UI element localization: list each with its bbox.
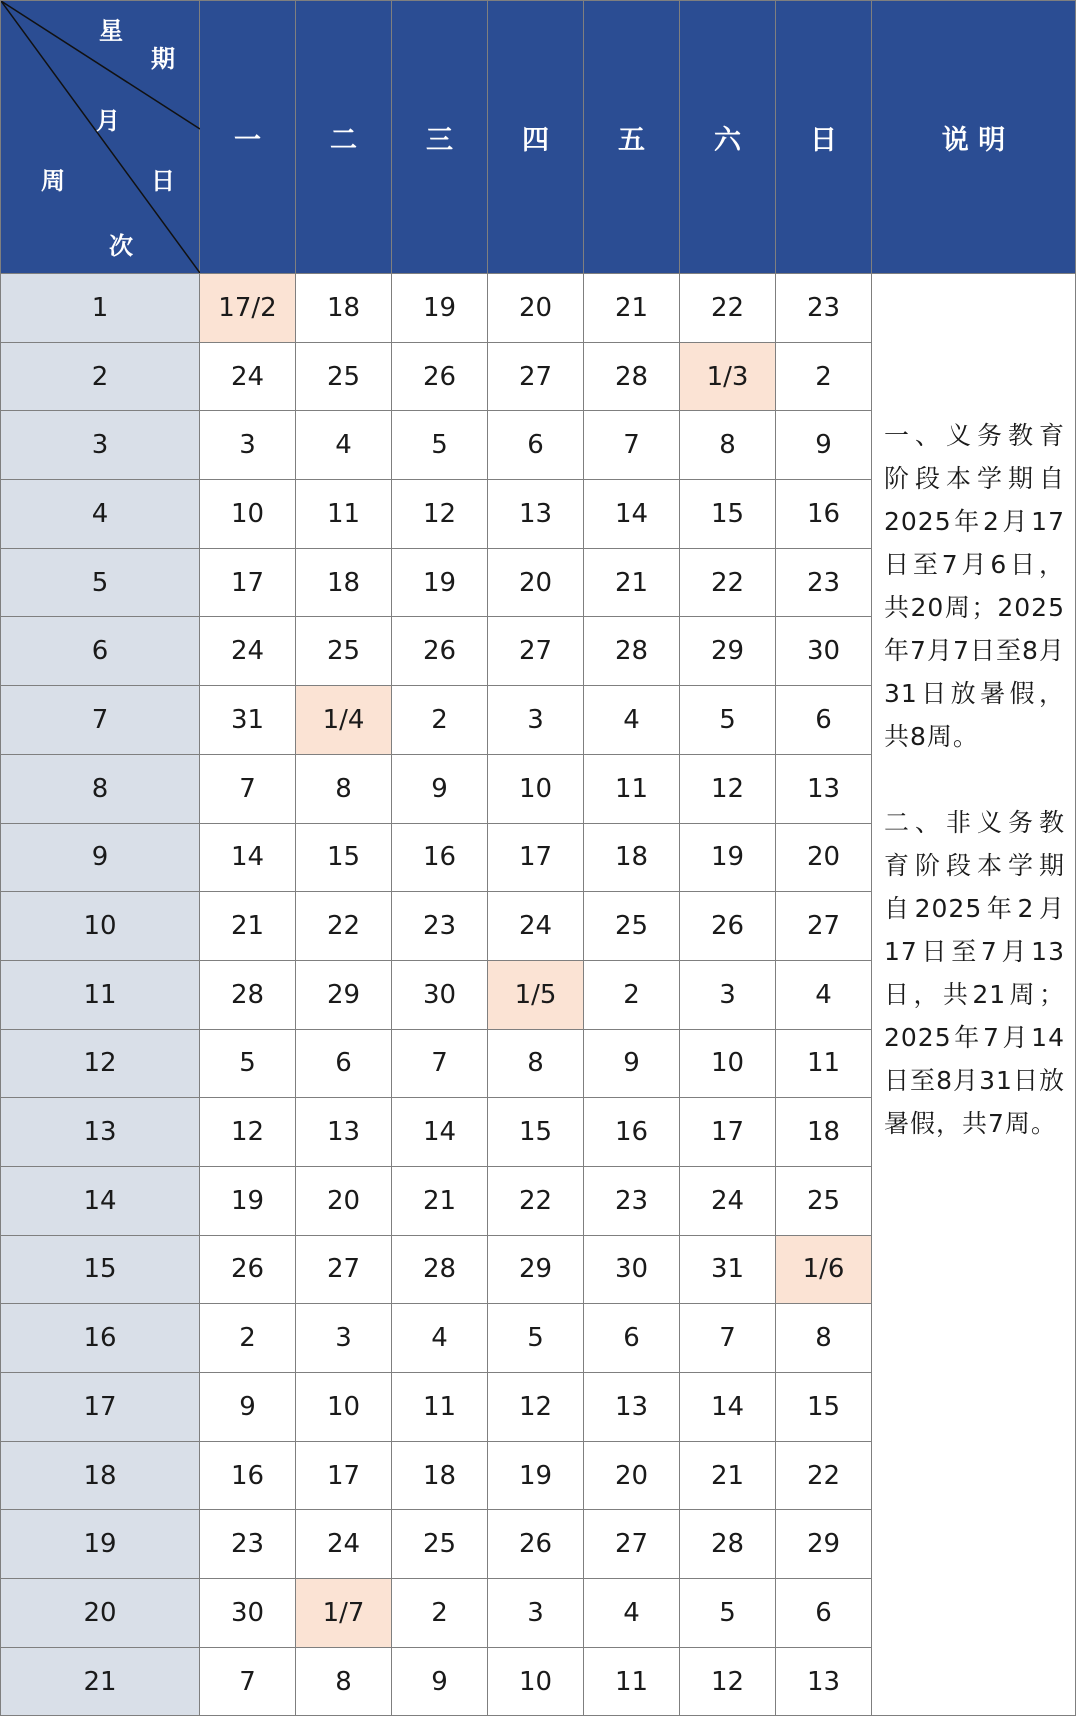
date-cell: 6: [776, 686, 872, 755]
date-cell: 9: [392, 1647, 488, 1716]
week-number-cell: 8: [1, 754, 200, 823]
date-cell: 27: [296, 1235, 392, 1304]
week-number-cell: 11: [1, 960, 200, 1029]
date-cell: 6: [296, 1029, 392, 1098]
date-cell: 23: [776, 548, 872, 617]
month-start-date-cell: 1/5: [488, 960, 584, 1029]
date-cell: 22: [296, 892, 392, 961]
date-cell: 11: [776, 1029, 872, 1098]
corner-label-month: 月: [96, 107, 120, 135]
date-cell: 24: [296, 1510, 392, 1579]
notes-cell: [872, 274, 1076, 1716]
date-cell: 28: [584, 342, 680, 411]
date-cell: 16: [392, 823, 488, 892]
header-day-sat: 六: [680, 1, 776, 274]
date-cell: 8: [296, 754, 392, 823]
date-cell: 14: [392, 1098, 488, 1167]
week-number-cell: 3: [1, 411, 200, 480]
date-cell: 17: [200, 548, 296, 617]
week-number-cell: 5: [1, 548, 200, 617]
date-cell: 4: [296, 411, 392, 480]
header-day-sun: 日: [776, 1, 872, 274]
date-cell: 17: [680, 1098, 776, 1167]
date-cell: 2: [200, 1304, 296, 1373]
month-start-date-cell: 1/7: [296, 1579, 392, 1648]
note-paragraph: 二、非义务教育阶段本学期自2025年2月17日至7月13日，共21周；2025年7月14日至8月31日放暑假，共7周。: [884, 808, 1065, 1138]
date-cell: 21: [584, 274, 680, 343]
week-number-cell: 12: [1, 1029, 200, 1098]
date-cell: 7: [392, 1029, 488, 1098]
header-day-tue: 二: [296, 1, 392, 274]
date-cell: 13: [296, 1098, 392, 1167]
week-number-cell: 17: [1, 1373, 200, 1442]
corner-label-xing: 星: [99, 17, 123, 45]
date-cell: 30: [200, 1579, 296, 1648]
date-cell: 18: [296, 548, 392, 617]
date-cell: 18: [776, 1098, 872, 1167]
date-cell: 9: [584, 1029, 680, 1098]
date-cell: 25: [392, 1510, 488, 1579]
date-cell: 26: [680, 892, 776, 961]
date-cell: 29: [296, 960, 392, 1029]
date-cell: 17: [296, 1441, 392, 1510]
date-cell: 11: [584, 754, 680, 823]
date-cell: 4: [584, 1579, 680, 1648]
corner-label-zhou: 周: [41, 167, 65, 195]
date-cell: 13: [488, 480, 584, 549]
date-cell: 15: [488, 1098, 584, 1167]
date-cell: 5: [392, 411, 488, 480]
date-cell: 13: [776, 754, 872, 823]
week-number-cell: 19: [1, 1510, 200, 1579]
date-cell: 3: [680, 960, 776, 1029]
date-cell: 2: [392, 1579, 488, 1648]
week-number-cell: 15: [1, 1235, 200, 1304]
table-row: [1, 274, 1076, 343]
note-paragraph: 一、义务教育阶段本学期自2025年2月17日至7月6日，共20周；2025年7月7日至8月31日放暑假，共8周。: [884, 421, 1065, 751]
header-day-fri: 五: [584, 1, 680, 274]
date-cell: 27: [584, 1510, 680, 1579]
date-cell: 10: [296, 1373, 392, 1442]
date-cell: 8: [296, 1647, 392, 1716]
date-cell: 3: [200, 411, 296, 480]
corner-label-day: 日: [151, 167, 175, 195]
date-cell: 2: [392, 686, 488, 755]
calendar-body: [1, 274, 1076, 1716]
date-cell: 28: [680, 1510, 776, 1579]
week-number-cell: 13: [1, 1098, 200, 1167]
date-cell: 28: [200, 960, 296, 1029]
header-corner-cell: [1, 1, 200, 274]
month-start-date-cell: 1/6: [776, 1235, 872, 1304]
week-number-cell: 18: [1, 1441, 200, 1510]
date-cell: 17: [488, 823, 584, 892]
date-cell: 29: [680, 617, 776, 686]
week-number-cell: 9: [1, 823, 200, 892]
date-cell: 27: [488, 342, 584, 411]
header-day-thu: 四: [488, 1, 584, 274]
date-cell: 21: [392, 1166, 488, 1235]
date-cell: 26: [200, 1235, 296, 1304]
date-cell: 2: [776, 342, 872, 411]
date-cell: 25: [776, 1166, 872, 1235]
date-cell: 6: [488, 411, 584, 480]
week-number-cell: 1: [1, 274, 200, 343]
date-cell: 29: [776, 1510, 872, 1579]
date-cell: 7: [680, 1304, 776, 1373]
date-cell: 16: [200, 1441, 296, 1510]
week-number-cell: 16: [1, 1304, 200, 1373]
date-cell: 29: [488, 1235, 584, 1304]
date-cell: 24: [200, 617, 296, 686]
date-cell: 20: [584, 1441, 680, 1510]
week-number-cell: 2: [1, 342, 200, 411]
date-cell: 15: [296, 823, 392, 892]
date-cell: 21: [584, 548, 680, 617]
date-cell: 15: [776, 1373, 872, 1442]
date-cell: 9: [200, 1373, 296, 1442]
date-cell: 10: [488, 1647, 584, 1716]
date-cell: 21: [200, 892, 296, 961]
corner-label-qi: 期: [151, 45, 175, 73]
date-cell: 4: [392, 1304, 488, 1373]
header-notes-title: 说 明: [872, 1, 1076, 274]
date-cell: 19: [200, 1166, 296, 1235]
date-cell: 8: [776, 1304, 872, 1373]
date-cell: 23: [392, 892, 488, 961]
date-cell: 15: [680, 480, 776, 549]
date-cell: 16: [584, 1098, 680, 1167]
date-cell: 18: [296, 274, 392, 343]
date-cell: 20: [776, 823, 872, 892]
week-number-cell: 21: [1, 1647, 200, 1716]
date-cell: 6: [776, 1579, 872, 1648]
week-number-cell: 7: [1, 686, 200, 755]
date-cell: 12: [680, 754, 776, 823]
date-cell: 24: [200, 342, 296, 411]
date-cell: 14: [680, 1373, 776, 1442]
date-cell: 20: [296, 1166, 392, 1235]
date-cell: 3: [296, 1304, 392, 1373]
date-cell: 30: [584, 1235, 680, 1304]
week-number-cell: 6: [1, 617, 200, 686]
week-number-cell: 4: [1, 480, 200, 549]
date-cell: 22: [680, 274, 776, 343]
week-number-cell: 14: [1, 1166, 200, 1235]
date-cell: 11: [584, 1647, 680, 1716]
date-cell: 11: [392, 1373, 488, 1442]
date-cell: 28: [392, 1235, 488, 1304]
date-cell: 26: [392, 617, 488, 686]
date-cell: 5: [680, 1579, 776, 1648]
date-cell: 26: [488, 1510, 584, 1579]
date-cell: 24: [488, 892, 584, 961]
date-cell: 22: [776, 1441, 872, 1510]
date-cell: 31: [680, 1235, 776, 1304]
date-cell: 12: [680, 1647, 776, 1716]
date-cell: 3: [488, 686, 584, 755]
header-row: [1, 1, 1076, 274]
date-cell: 8: [488, 1029, 584, 1098]
date-cell: 19: [680, 823, 776, 892]
header-day-wed: 三: [392, 1, 488, 274]
month-start-date-cell: 1/3: [680, 342, 776, 411]
date-cell: 6: [584, 1304, 680, 1373]
date-cell: 19: [392, 274, 488, 343]
date-cell: 22: [680, 548, 776, 617]
date-cell: 5: [200, 1029, 296, 1098]
date-cell: 2: [584, 960, 680, 1029]
date-cell: 18: [392, 1441, 488, 1510]
date-cell: 20: [488, 548, 584, 617]
date-cell: 14: [584, 480, 680, 549]
date-cell: 16: [776, 480, 872, 549]
date-cell: 10: [200, 480, 296, 549]
date-cell: 12: [392, 480, 488, 549]
date-cell: 5: [680, 686, 776, 755]
date-cell: 4: [584, 686, 680, 755]
date-cell: 21: [680, 1441, 776, 1510]
date-cell: 27: [488, 617, 584, 686]
date-cell: 27: [776, 892, 872, 961]
date-cell: 19: [392, 548, 488, 617]
date-cell: 25: [296, 342, 392, 411]
date-cell: 23: [584, 1166, 680, 1235]
date-cell: 12: [200, 1098, 296, 1167]
date-cell: 18: [584, 823, 680, 892]
date-cell: 26: [392, 342, 488, 411]
date-cell: 31: [200, 686, 296, 755]
date-cell: 25: [296, 617, 392, 686]
date-cell: 7: [200, 754, 296, 823]
date-cell: 22: [488, 1166, 584, 1235]
header-day-mon: 一: [200, 1, 296, 274]
date-cell: 23: [776, 274, 872, 343]
week-number-cell: 10: [1, 892, 200, 961]
date-cell: 7: [584, 411, 680, 480]
date-cell: 19: [488, 1441, 584, 1510]
date-cell: 3: [488, 1579, 584, 1648]
month-start-date-cell: 17/2: [200, 274, 296, 343]
date-cell: 30: [392, 960, 488, 1029]
date-cell: 20: [488, 274, 584, 343]
date-cell: 12: [488, 1373, 584, 1442]
date-cell: 23: [200, 1510, 296, 1579]
date-cell: 4: [776, 960, 872, 1029]
date-cell: 13: [584, 1373, 680, 1442]
week-number-cell: 20: [1, 1579, 200, 1648]
date-cell: 9: [392, 754, 488, 823]
date-cell: 11: [296, 480, 392, 549]
date-cell: 13: [776, 1647, 872, 1716]
date-cell: 10: [680, 1029, 776, 1098]
date-cell: 28: [584, 617, 680, 686]
date-cell: 10: [488, 754, 584, 823]
corner-label-ci: 次: [109, 232, 133, 260]
month-start-date-cell: 1/4: [296, 686, 392, 755]
date-cell: 14: [200, 823, 296, 892]
date-cell: 9: [776, 411, 872, 480]
date-cell: 30: [776, 617, 872, 686]
date-cell: 5: [488, 1304, 584, 1373]
date-cell: 7: [200, 1647, 296, 1716]
date-cell: 8: [680, 411, 776, 480]
date-cell: 25: [584, 892, 680, 961]
date-cell: 24: [680, 1166, 776, 1235]
